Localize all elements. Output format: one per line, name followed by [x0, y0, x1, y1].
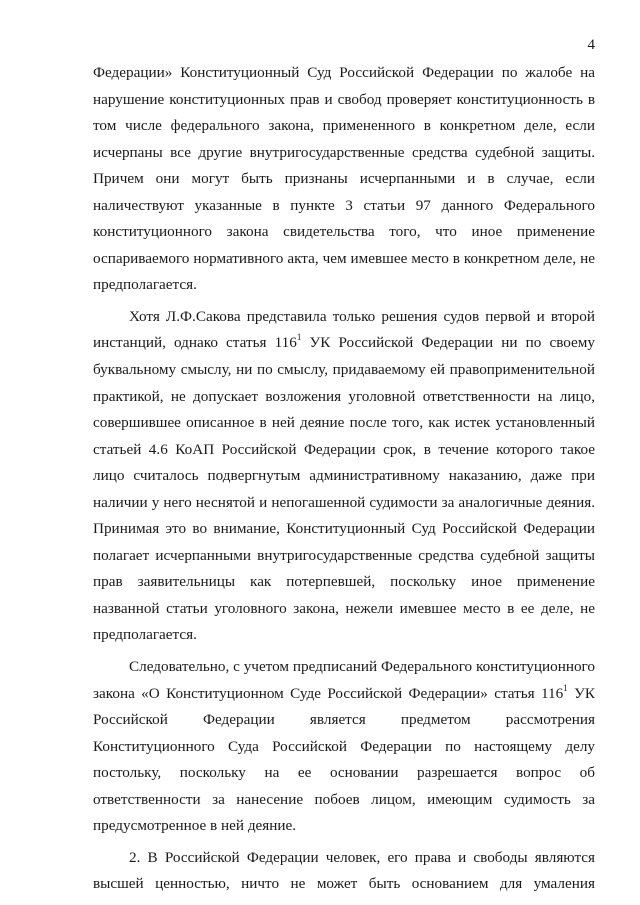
- paragraph-text: УК Российской Федерации является предметом рассмотрения Конституционного Суда Российской Федерации по настоящему делу постольку, поскольку на ее основании разрешается вопрос об ответственности за нанесение побоев лицом, имеющим судимость за предусмотренное в ней деяние.: [93, 684, 595, 835]
- superscript: 1: [296, 332, 302, 343]
- paragraph-consequently: [93, 654, 595, 840]
- paragraph-text: Хотя Л.Ф.Сакова представила только решения судов первой и второй инстанций, однако статья 116: [93, 307, 595, 352]
- document-body: [93, 60, 595, 898]
- page-number: 4: [587, 37, 595, 53]
- paragraph-text: УК Российской Федерации ни по своему буквальному смыслу, ни по смыслу, придаваемому ей правоприменительной практикой, не допускает возложения уголовной ответственности на лицо, совершившее описанное в ней деяние после того, как истек установленный статьей 4.6 КоАП Российской Федерации срок, в течение которого такое лицо считалось подвергнутым административному наказанию, даже при наличии у него неснятой и непогашенной судимости за аналогичные деяния. Принимая это во внимание, Конституционный Суд Российской Федерации полагает исчерпанными внутригосударственные средства судебной защиты прав заявительницы как потерпевшей, поскольку иное применение названной статьи уголовного закона, нежели имевшее место в ее деле, не предполагается.: [93, 334, 595, 644]
- paragraph-text: Следовательно, с учетом предписаний Федерального конституционного закона «О Конституционном Суде Российской Федерации» статья 116: [93, 658, 595, 702]
- superscript: 1: [563, 682, 568, 693]
- paragraph-continuation: Федерации» Конституционный Суд Российской Федерации по жалобе на нарушение конституционных прав и свобод проверяет конституционность в том числе федерального закона, примененного в конкретном деле, если исчерпаны все другие внутригосударственные средства судебной защиты. Причем они могут быть признаны исчерпанными и в случае, если наличествуют указанные в пункте 3 статьи 97 данного Федерального конституционного закона свидетельства того, что иное применение оспариваемого нормативного акта, чем имевшее место в конкретном деле, не предполагается.: [93, 64, 595, 294]
- paragraph-section-2: 2. В Российской Федерации человек, его права и свободы являются высшей ценностью, ничто не может быть основанием для умаления: [93, 848, 595, 893]
- paragraph-sakova: [93, 304, 595, 649]
